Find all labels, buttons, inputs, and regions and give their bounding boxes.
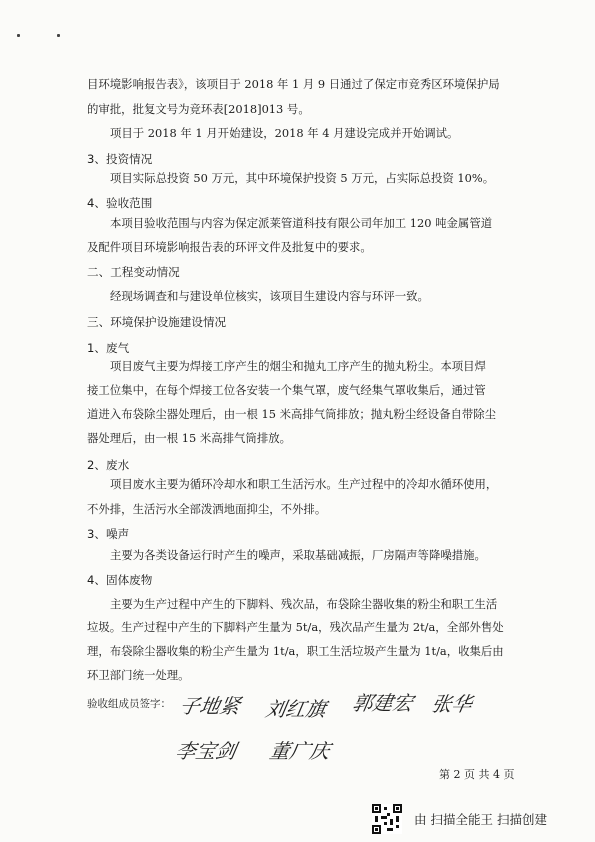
subsection-heading: 4、固体废物 — [87, 573, 153, 587]
body-line: 垃圾。生产过程中产生的下脚料产生量为 5t/a，残次品产生量为 2t/a，全部外售处 — [87, 620, 504, 634]
signature: 刘红旗 — [263, 697, 328, 721]
body-line: 项目实际总投资 50 万元，其中环境保护投资 5 万元，占实际总投资 10%。 — [110, 171, 495, 185]
body-line: 及配件项目环境影响报告表的环评文件及批复中的要求。 — [87, 240, 372, 254]
scanner-watermark: 由 扫描全能王 扫描创建 — [414, 812, 547, 827]
signature-label: 验收组成员签字： — [87, 698, 171, 710]
signature: 郭建宏 — [350, 691, 415, 715]
scan-speck — [57, 34, 60, 37]
section-heading: 4、验收范围 — [87, 196, 153, 210]
body-line: 项目于 2018 年 1 月开始建设，2018 年 4 月建设完成并开始调试。 — [110, 126, 459, 140]
subsection-heading: 3、噪声 — [87, 527, 130, 541]
signature: 子地紧 — [177, 694, 242, 718]
body-line: 理，布袋除尘器收集的粉尘产生量为 1t/a，职工生活垃圾产生量为 1t/a，收集后由 — [87, 644, 504, 658]
section-heading: 3、投资情况 — [87, 152, 153, 166]
body-line: 道进入布袋除尘器处理后，由一根 15 米高排气筒排放；抛丸粉尘经设备自带除尘 — [87, 407, 497, 421]
subsection-heading: 2、废水 — [87, 458, 130, 472]
body-line: 项目废水主要为循环冷却水和职工生活污水。生产过程中的冷却水循环使用， — [110, 477, 498, 491]
signature: 李宝剑 — [173, 739, 238, 763]
signature: 董广庆 — [267, 739, 332, 763]
body-line: 环卫部门统一处理。 — [87, 668, 190, 682]
body-line: 主要为各类设备运行时产生的噪声，采取基础减振，厂房隔声等降噪措施。 — [110, 548, 486, 562]
qr-code-icon — [372, 804, 402, 834]
body-line: 主要为生产过程中产生的下脚料、残次品，布袋除尘器收集的粉尘和职工生活 — [110, 597, 498, 611]
subsection-heading: 1、废气 — [87, 341, 130, 355]
body-line: 的审批，批复文号为竞环表[2018]013 号。 — [87, 102, 310, 116]
page-number: 第 2 页 共 4 页 — [439, 768, 515, 781]
body-line: 器处理后，由一根 15 米高排气筒排放。 — [87, 431, 291, 445]
body-line: 项目废气主要为焊接工序产生的烟尘和抛丸工序产生的抛丸粉尘。本项目焊 — [110, 359, 486, 373]
section-heading: 二、工程变动情况 — [87, 265, 180, 279]
signature: 张华 — [429, 692, 474, 716]
body-line: 接工位集中，在每个焊接工位各安装一个集气罩，废气经集气罩收集后，通过管 — [87, 383, 486, 397]
scan-speck — [17, 34, 20, 37]
body-line: 目环境影响报告表》，该项目于 2018 年 1 月 9 日通过了保定市竞秀区环境保护局 — [87, 77, 500, 91]
section-heading: 三、环境保护设施建设情况 — [87, 315, 227, 329]
body-line: 经现场调查和与建设单位核实，该项目生建设内容与环评一致。 — [110, 289, 429, 303]
body-line: 本项目验收范围与内容为保定派莱管道科技有限公司年加工 120 吨金属管道 — [110, 216, 493, 230]
body-line: 不外排，生活污水全部泼洒地面抑尘，不外排。 — [87, 502, 327, 516]
